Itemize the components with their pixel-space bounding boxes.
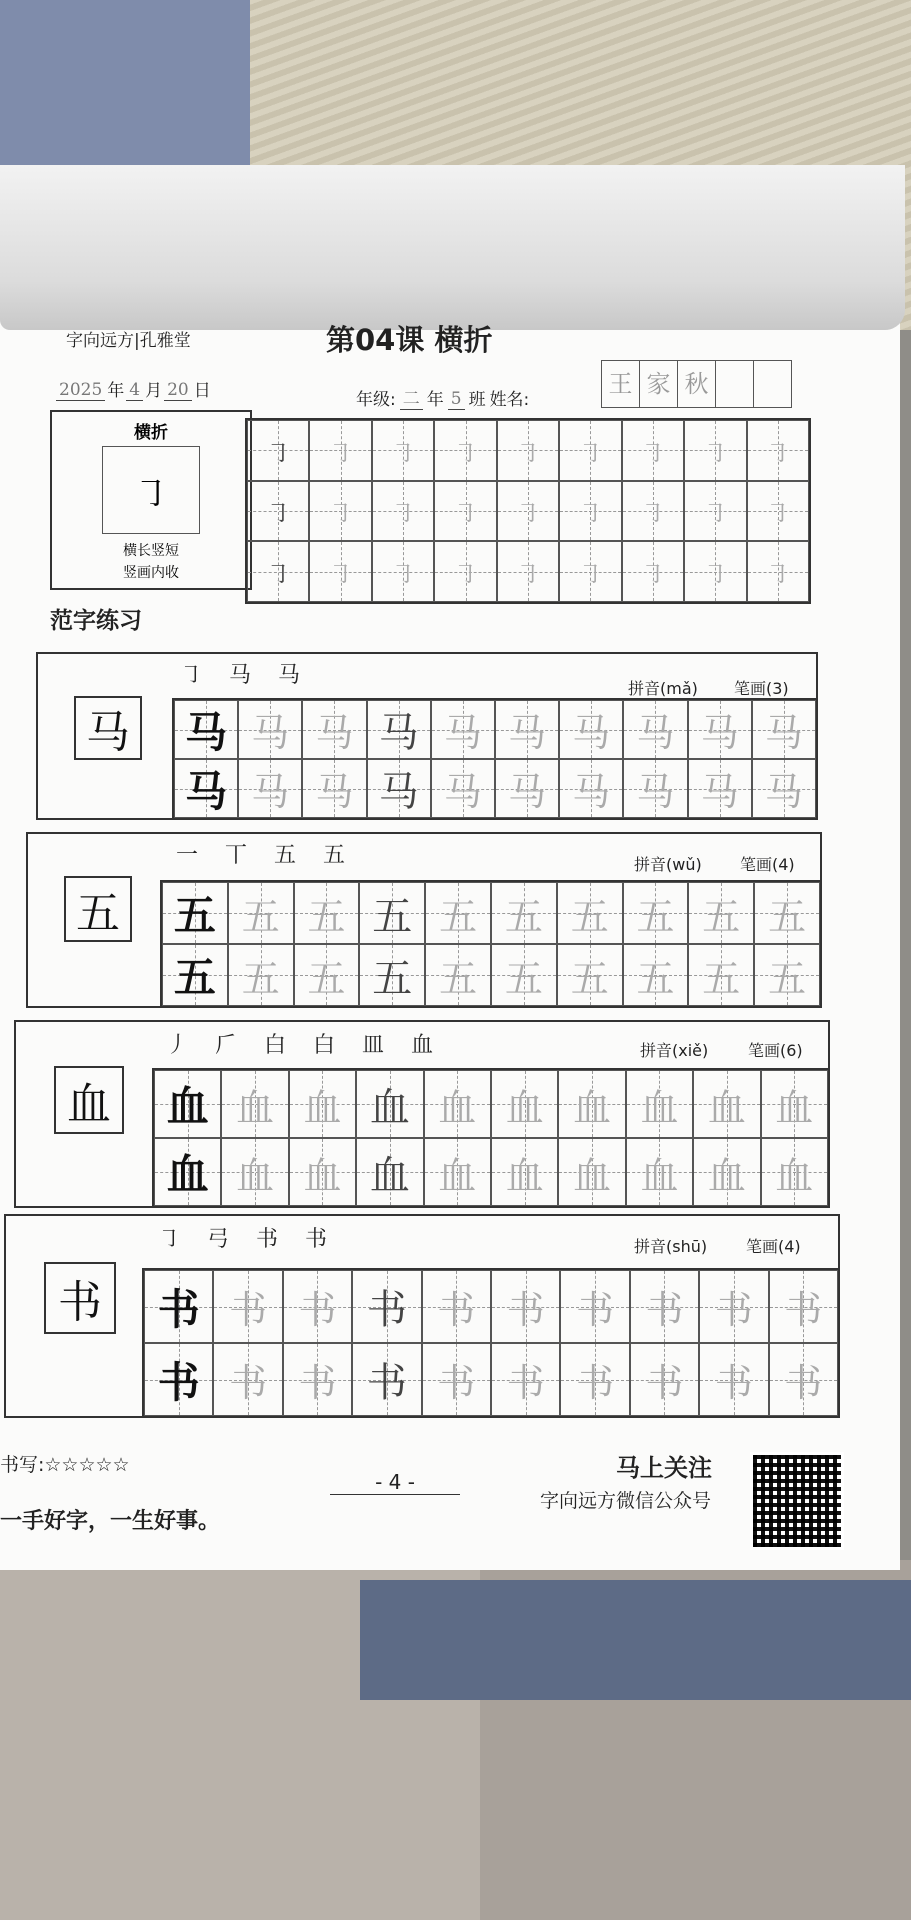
stroke-glyph: ㇆: [391, 499, 416, 528]
trace-char: 马: [251, 770, 290, 814]
stroke-order: 一 丅 五 五: [176, 843, 355, 868]
stroke-glyph: ㇆: [703, 438, 728, 467]
trace-char: 五: [439, 956, 478, 1001]
trace-char: 血: [775, 1085, 814, 1130]
practice-cell: [560, 1343, 629, 1416]
trace-char: 书: [437, 1288, 476, 1332]
practice-cell: [352, 1343, 421, 1416]
name-label: 姓名:: [489, 390, 530, 410]
trace-char: 书: [506, 1361, 545, 1405]
char-grid-xue: [152, 1068, 830, 1208]
practice-cell: [557, 882, 623, 944]
practice-cell: [367, 759, 431, 818]
trace-char: 血: [707, 1085, 746, 1130]
trace-char: 血: [369, 1084, 410, 1131]
date-month: 4: [126, 380, 143, 401]
slogan: 一手好字，一生好事。: [0, 1509, 221, 1534]
practice-cell: [752, 759, 816, 818]
trace-char: 血: [775, 1153, 814, 1198]
practice-cell: [162, 882, 228, 944]
stroke-glyph: ㇆: [515, 438, 540, 467]
practice-cell: [688, 944, 754, 1006]
trace-char: 五: [439, 894, 478, 939]
pinyin-label: 拼音(mǎ): [628, 679, 698, 698]
grade-line: [356, 384, 529, 410]
practice-cell: [623, 944, 689, 1006]
practice-cell: [174, 759, 238, 818]
name-char: 王: [601, 360, 640, 408]
practice-cell: [238, 759, 302, 818]
practice-cell: [221, 1138, 288, 1206]
practice-cell: [769, 1343, 838, 1416]
trace-char: 书: [645, 1288, 684, 1332]
stroke-practice-grid: [245, 418, 811, 604]
practice-cell: [356, 1070, 423, 1138]
practice-cell: [144, 1343, 213, 1416]
month-label: 月: [145, 381, 163, 401]
trace-char: 五: [702, 956, 741, 1001]
trace-char: 马: [251, 711, 290, 755]
trace-char: 五: [241, 894, 280, 939]
trace-char: 五: [636, 956, 675, 1001]
trace-char: 五: [307, 956, 346, 1001]
practice-cell: [699, 1270, 768, 1343]
practice-cell: [434, 420, 496, 481]
stroke-glyph: ㇆: [578, 560, 603, 589]
practice-cell: [557, 944, 623, 1006]
trace-char: 书: [645, 1361, 684, 1405]
practice-cell: [630, 1343, 699, 1416]
trace-char: 书: [366, 1287, 407, 1333]
pinyin-label: 拼音(shū): [634, 1237, 708, 1256]
lesson-title: 第04课 横折: [326, 323, 493, 357]
practice-cell: [289, 1070, 356, 1138]
brand-logo: 字向远方|孔雅堂: [66, 331, 191, 351]
stroke-glyph: ㇆: [266, 560, 291, 589]
practice-cell: [491, 1070, 558, 1138]
practice-cell: [431, 759, 495, 818]
model-char-box: 书: [44, 1262, 116, 1334]
practice-cell: [356, 1138, 423, 1206]
year-label: 年: [107, 381, 125, 401]
practice-cell: [422, 1343, 491, 1416]
stroke-glyph: ㇆: [640, 499, 665, 528]
practice-cell: [154, 1070, 221, 1138]
stroke-glyph: ㇆: [391, 560, 416, 589]
practice-cell: [294, 944, 360, 1006]
trace-char: 血: [573, 1153, 612, 1198]
trace-char: 五: [636, 894, 675, 939]
char-grid-ma: [172, 698, 818, 820]
trace-char: 马: [700, 711, 739, 755]
practice-cell: [560, 1270, 629, 1343]
practice-cell: [247, 541, 309, 602]
practice-cell: [699, 1343, 768, 1416]
stroke-diagram: [102, 446, 200, 534]
trace-char: 书: [714, 1361, 753, 1405]
practice-cell: [688, 700, 752, 759]
stroke-glyph: ㇆: [765, 438, 790, 467]
trace-char: 五: [372, 893, 413, 940]
model-char-box: 血: [54, 1066, 124, 1134]
stroke-glyph: ㇆: [640, 560, 665, 589]
follow-subtitle: 字向远方微信公众号: [540, 1490, 712, 1512]
practice-cell: [425, 882, 491, 944]
trace-char: 马: [315, 711, 354, 755]
practice-cell: [626, 1138, 693, 1206]
section-title: 范字练习: [50, 608, 142, 634]
practice-cell: [302, 700, 366, 759]
practice-cell: [747, 481, 809, 542]
practice-cell: [747, 420, 809, 481]
stroke-glyph: ㇆: [328, 560, 353, 589]
trace-char: 书: [229, 1288, 268, 1332]
practice-cell: [434, 481, 496, 542]
trace-char: 书: [298, 1288, 337, 1332]
practice-cell: [352, 1270, 421, 1343]
practice-cell: [283, 1343, 352, 1416]
practice-cell: [372, 541, 434, 602]
practice-cell: [747, 541, 809, 602]
stroke-count: 笔画(3): [734, 679, 789, 698]
practice-cell: [213, 1270, 282, 1343]
practice-cell: [154, 1138, 221, 1206]
model-char-box: 马: [74, 696, 142, 760]
practice-cell: [630, 1270, 699, 1343]
practice-cell: [491, 944, 557, 1006]
trace-char: 五: [372, 955, 413, 1002]
trace-char: 五: [504, 956, 543, 1001]
trace-char: 血: [438, 1153, 477, 1198]
class-label: 班: [468, 390, 486, 410]
trace-char: 五: [241, 956, 280, 1001]
stroke-glyph: ㇆: [703, 560, 728, 589]
practice-cell: [424, 1070, 491, 1138]
trace-char: 血: [303, 1085, 342, 1130]
class-value: 5: [448, 389, 465, 410]
trace-char: 马: [636, 711, 675, 755]
background-cloth: [360, 1580, 911, 1700]
trace-char: 马: [378, 710, 419, 756]
practice-cell: [289, 1138, 356, 1206]
practice-cell: [213, 1343, 282, 1416]
practice-cell: [693, 1070, 760, 1138]
practice-cell: [558, 1138, 625, 1206]
pinyin-label: 拼音(xiě): [640, 1041, 709, 1060]
trace-char: 五: [307, 894, 346, 939]
practice-cell: [247, 420, 309, 481]
practice-cell: [622, 420, 684, 481]
stroke-order: ㇆ 马 马: [180, 663, 310, 688]
trace-char: 血: [505, 1085, 544, 1130]
practice-cell: [491, 1343, 560, 1416]
practice-cell: [491, 882, 557, 944]
day-label: 日: [193, 381, 211, 401]
name-char: 秋: [677, 360, 716, 408]
practice-cell: [559, 759, 623, 818]
trace-char: 血: [369, 1152, 410, 1199]
trace-char: 书: [229, 1361, 268, 1405]
grade-value: 二: [400, 384, 423, 410]
grade-unit: 年: [426, 390, 444, 410]
trace-char: 书: [576, 1288, 615, 1332]
trace-char: 血: [505, 1153, 544, 1198]
paper-roll: [0, 165, 905, 330]
char-grid-wu: [160, 880, 822, 1008]
practice-cell: [359, 944, 425, 1006]
page-number: - 4 -: [330, 1470, 460, 1495]
stroke-glyph: ㇆: [328, 438, 353, 467]
practice-cell: [622, 541, 684, 602]
name-char: [753, 360, 792, 408]
practice-cell: [228, 944, 294, 1006]
stroke-glyph: ㇆: [266, 499, 291, 528]
trace-char: 血: [236, 1085, 275, 1130]
practice-cell: [294, 882, 360, 944]
stroke-name: 横折: [134, 423, 168, 443]
practice-cell: [309, 541, 371, 602]
stroke-count: 笔画(6): [748, 1041, 803, 1060]
practice-cell: [144, 1270, 213, 1343]
practice-cell: [754, 944, 820, 1006]
practice-cell: [228, 882, 294, 944]
trace-char: 书: [576, 1361, 615, 1405]
practice-cell: [754, 882, 820, 944]
model-char: 书: [157, 1284, 200, 1334]
stroke-count: 笔画(4): [746, 1237, 801, 1256]
trace-char: 马: [508, 711, 547, 755]
practice-cell: [626, 1070, 693, 1138]
name-boxes: [602, 360, 792, 408]
trace-char: 血: [236, 1153, 275, 1198]
trace-char: 书: [714, 1288, 753, 1332]
trace-char: 马: [764, 770, 803, 814]
trace-char: 书: [784, 1288, 823, 1332]
grade-label: 年级:: [356, 390, 396, 410]
practice-cell: [302, 759, 366, 818]
stroke-glyph: ㇆: [515, 499, 540, 528]
practice-cell: [434, 541, 496, 602]
practice-cell: [491, 1138, 558, 1206]
practice-cell: [372, 420, 434, 481]
practice-cell: [693, 1138, 760, 1206]
stroke-order: ㇆ 弓 书 书: [158, 1227, 337, 1252]
char-grid-shu: [142, 1268, 840, 1418]
practice-cell: [491, 1270, 560, 1343]
trace-char: 马: [443, 711, 482, 755]
practice-cell: [688, 759, 752, 818]
model-char: 马: [185, 766, 228, 816]
stroke-glyph: ㇆: [328, 499, 353, 528]
practice-cell: [309, 481, 371, 542]
practice-cell: [283, 1270, 352, 1343]
rating-stars: 书写:☆☆☆☆☆: [0, 1454, 130, 1476]
practice-cell: [372, 481, 434, 542]
stroke-demo-box: [50, 410, 252, 590]
trace-char: 马: [572, 711, 611, 755]
model-char: 书: [157, 1357, 200, 1407]
trace-char: 书: [784, 1361, 823, 1405]
practice-cell: [497, 541, 559, 602]
practice-cell: [495, 759, 559, 818]
trace-char: 五: [504, 894, 543, 939]
practice-cell: [221, 1070, 288, 1138]
practice-cell: [422, 1270, 491, 1343]
date-year: 2025: [56, 380, 105, 401]
practice-cell: [309, 420, 371, 481]
stroke-glyph: ㇆: [515, 560, 540, 589]
name-char: [715, 360, 754, 408]
practice-cell: [684, 420, 746, 481]
stroke-count: 笔画(4): [740, 855, 795, 874]
practice-cell: [761, 1138, 828, 1206]
date-line: [56, 376, 211, 401]
follow-title: 马上关注: [616, 1454, 712, 1482]
practice-cell: [623, 759, 687, 818]
date-day: 20: [164, 380, 192, 401]
trace-char: 血: [573, 1085, 612, 1130]
trace-char: 马: [315, 770, 354, 814]
model-char: 血: [166, 1082, 209, 1131]
pinyin-label: 拼音(wǔ): [634, 855, 702, 874]
stroke-glyph: ㇆: [765, 560, 790, 589]
practice-cell: [495, 700, 559, 759]
practice-cell: [247, 481, 309, 542]
stroke-glyph: ㇆: [453, 560, 478, 589]
stroke-glyph: ㇆: [578, 499, 603, 528]
trace-char: 马: [764, 711, 803, 755]
trace-char: 马: [700, 770, 739, 814]
practice-cell: [431, 700, 495, 759]
stroke-glyph: ㇆: [266, 438, 291, 467]
trace-char: 血: [640, 1085, 679, 1130]
practice-cell: [174, 700, 238, 759]
model-char-box: 五: [64, 876, 132, 942]
stroke-glyph: ㇆: [765, 499, 790, 528]
practice-cell: [559, 700, 623, 759]
trace-char: 血: [640, 1153, 679, 1198]
trace-char: 马: [378, 769, 419, 815]
trace-char: 五: [768, 956, 807, 1001]
stroke-glyph: ㇆: [640, 438, 665, 467]
practice-cell: [558, 1070, 625, 1138]
trace-char: 书: [366, 1360, 407, 1406]
stroke-tip-1: 横长竖短: [123, 543, 179, 559]
practice-cell: [425, 944, 491, 1006]
practice-cell: [684, 481, 746, 542]
stroke-glyph: ㇆: [703, 499, 728, 528]
name-char: 家: [639, 360, 678, 408]
stroke-glyph: ㇆: [453, 499, 478, 528]
practice-cell: [497, 481, 559, 542]
practice-cell: [424, 1138, 491, 1206]
model-char: 五: [173, 891, 216, 940]
trace-char: 五: [768, 894, 807, 939]
practice-cell: [497, 420, 559, 481]
practice-cell: [367, 700, 431, 759]
trace-char: 五: [570, 894, 609, 939]
practice-cell: [752, 700, 816, 759]
practice-cell: [623, 882, 689, 944]
stroke-diagram-glyph: ㇆: [134, 473, 168, 514]
trace-char: 血: [438, 1085, 477, 1130]
practice-cell: [359, 882, 425, 944]
practice-cell: [769, 1270, 838, 1343]
trace-char: 马: [572, 770, 611, 814]
practice-cell: [688, 882, 754, 944]
practice-cell: [622, 481, 684, 542]
stroke-glyph: ㇆: [391, 438, 416, 467]
practice-cell: [684, 541, 746, 602]
practice-cell: [162, 944, 228, 1006]
model-char: 血: [166, 1150, 209, 1199]
trace-char: 书: [506, 1288, 545, 1332]
trace-char: 血: [707, 1153, 746, 1198]
trace-char: 书: [437, 1361, 476, 1405]
practice-cell: [623, 700, 687, 759]
practice-cell: [559, 420, 621, 481]
practice-cell: [559, 541, 621, 602]
model-char: 五: [173, 953, 216, 1002]
stroke-order: 丿 𠂆 白 白 皿 血: [166, 1033, 443, 1058]
stroke-glyph: ㇆: [453, 438, 478, 467]
model-char: 马: [185, 707, 228, 757]
stroke-tip-2: 竖画内收: [123, 565, 179, 581]
stroke-glyph: ㇆: [578, 438, 603, 467]
trace-char: 五: [702, 894, 741, 939]
trace-char: 书: [298, 1361, 337, 1405]
practice-cell: [761, 1070, 828, 1138]
trace-char: 血: [303, 1153, 342, 1198]
practice-cell: [238, 700, 302, 759]
trace-char: 马: [443, 770, 482, 814]
practice-cell: [559, 481, 621, 542]
trace-char: 五: [570, 956, 609, 1001]
qr-code-icon: [750, 1452, 844, 1550]
trace-char: 马: [508, 770, 547, 814]
trace-char: 马: [636, 770, 675, 814]
